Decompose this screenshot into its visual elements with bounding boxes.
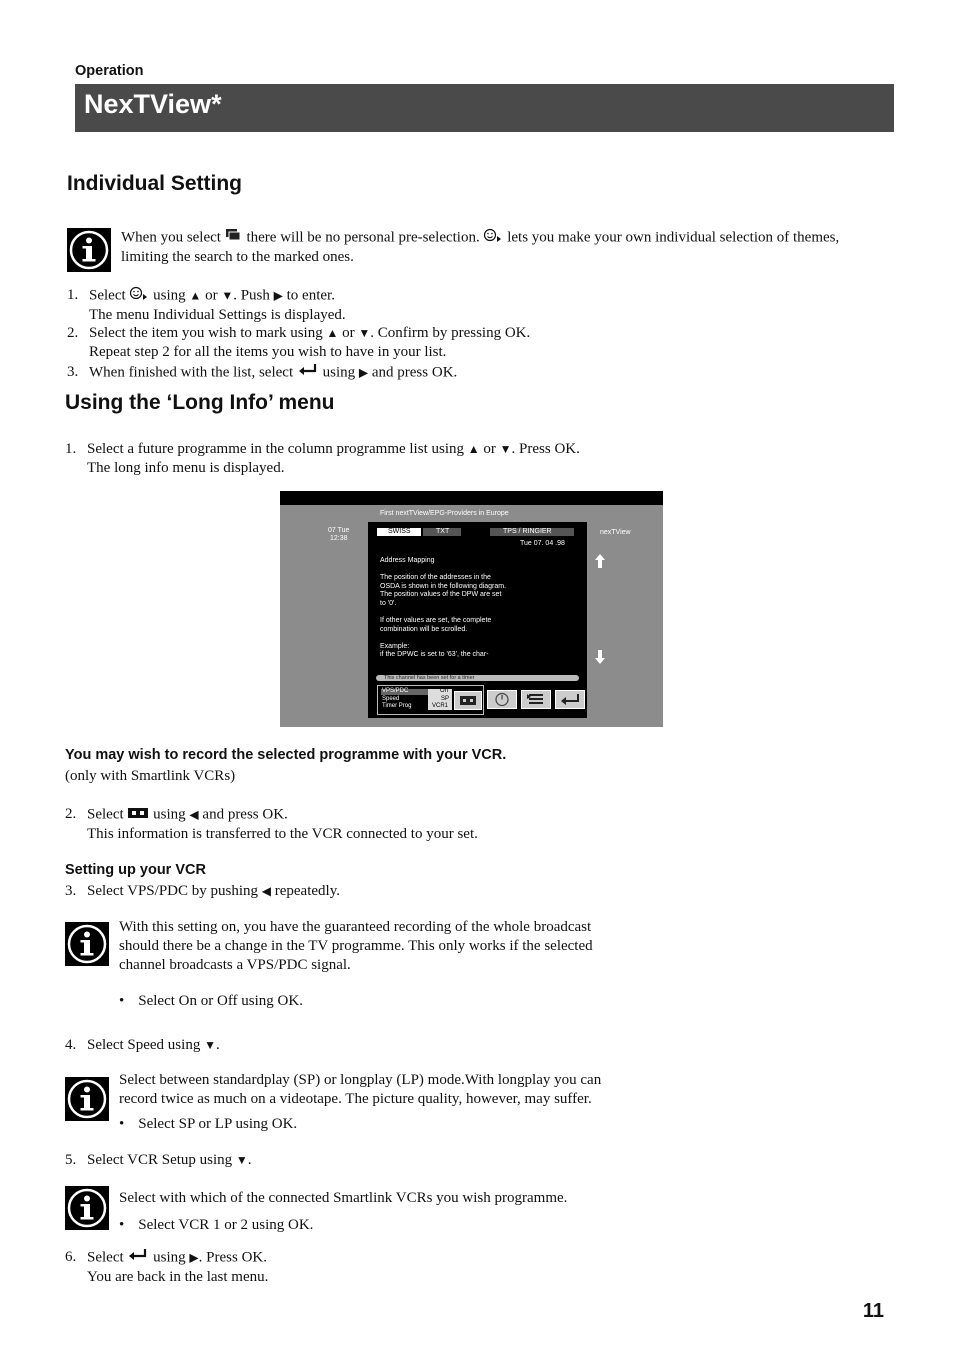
note-speed: Select between standardplay (SP) or longplay (LP) mode.With longplay you can record twice as much on a videotape. The picture quality, however, may suffer. <box>119 1072 602 1107</box>
step-4-speed: Select Speed using ▼. <box>87 1037 220 1053</box>
step-number: 2. <box>65 806 77 822</box>
bullet-sp-lp: • Select SP or LP using OK. <box>119 1116 298 1132</box>
bullet-vcr-1-2: • Select VCR 1 or 2 using OK. <box>119 1217 314 1233</box>
screen-date: 07 Tue <box>328 527 350 534</box>
screen-body <box>368 552 587 672</box>
note-vps-pdc: With this setting on, you have the guaranteed recording of the whole broadcast should there be a change in the TV programme. This only works if the selected channel broadcasts a VPS/PDC signal. <box>119 919 593 973</box>
right-arrow-icon: ▶ <box>273 288 283 303</box>
status-text: This channel has been set for a timer <box>384 675 475 681</box>
timer-value-speed[interactable]: SP <box>441 696 450 702</box>
up-arrow-icon: ▲ <box>326 326 339 340</box>
screen-footer <box>368 672 587 718</box>
timer-panel <box>377 685 484 715</box>
clock-icon <box>488 691 516 708</box>
right-arrow-icon: ▶ <box>189 1250 199 1265</box>
personal-selection-icon <box>129 286 149 306</box>
screen-time: 12:38 <box>330 535 348 542</box>
personal-selection-icon <box>483 228 503 248</box>
list-icon <box>522 691 550 708</box>
step-2-record: Select using ◀ and press OK. This information is transferred to the VCR connected to your set. <box>87 806 478 842</box>
list-button[interactable] <box>521 690 551 709</box>
step-2: Select the item you wish to mark using ▲ or ▼. Confirm by pressing OK. Repeat step 2 for all the items you wish to have in your list. <box>89 325 531 360</box>
return-icon <box>127 1248 149 1268</box>
step-1-longinfo: Select a future programme in the column programme list using ▲ or ▼. Press OK. The long info menu is displayed. <box>87 441 580 476</box>
timer-button[interactable] <box>487 690 517 709</box>
down-arrow-icon: ▼ <box>221 288 234 303</box>
step-1: Select using ▲ or ▼. Push ▶ to enter. The menu Individual Settings is displayed. <box>89 287 346 323</box>
timer-value-prog[interactable]: VCR1 <box>432 703 449 709</box>
note-vcr-select: Select with which of the connected Smartlink VCRs you wish programme. <box>119 1190 568 1206</box>
no-preselection-icon <box>225 228 243 248</box>
record-heading: You may wish to record the selected programme with your VCR. <box>65 747 507 763</box>
bullet-on-off: • Select On or Off using OK. <box>119 993 303 1009</box>
vcr-icon <box>127 805 149 825</box>
right-arrow-icon: ▶ <box>358 365 369 380</box>
screen-tab-bar <box>368 522 587 552</box>
tab-txt-label: TXT <box>436 528 450 535</box>
step-6-return: Select using ▶. Press OK. You are back in the last menu. <box>87 1249 269 1285</box>
return-icon <box>297 363 319 383</box>
screen-logo: nexTView <box>600 529 631 536</box>
up-arrow-icon: ▲ <box>189 288 202 303</box>
section-label: Operation <box>75 63 144 79</box>
timer-value-vps[interactable]: On <box>440 688 449 694</box>
return-button[interactable] <box>555 690 585 709</box>
title-banner <box>75 84 894 132</box>
timer-label-speed: Speed <box>382 696 400 702</box>
step-number: 2. <box>67 325 79 341</box>
timer-label-vps: VPS/PDC <box>382 688 409 694</box>
scroll-down-icon[interactable] <box>594 649 606 670</box>
screen-body-text: The position of the addresses in the OSDA is shown in the following diagram. The position values of the DPW are set to '0'. If other values are set, the complete combination will be scrolled. Example: if the DPWC is set to '63', the char- <box>380 574 507 659</box>
info-icon <box>65 922 109 966</box>
return-icon <box>556 691 584 708</box>
vcr-record-button[interactable] <box>454 691 482 710</box>
info-icon <box>65 1077 109 1121</box>
down-arrow-icon: ▼ <box>204 1038 216 1052</box>
step-number: 3. <box>67 364 79 380</box>
up-arrow-icon: ▲ <box>467 442 480 456</box>
step-number: 6. <box>65 1249 77 1265</box>
screen-top-bar <box>280 491 663 505</box>
screen-body-title: Address Mapping <box>380 557 435 564</box>
step-number: 4. <box>65 1037 77 1053</box>
step-number: 3. <box>65 883 77 899</box>
record-note: (only with Smartlink VCRs) <box>65 768 236 784</box>
tab-swiss-label: SWISS <box>388 528 411 535</box>
screen-provider-title: First nextTView/EPG-Providers in Europe <box>380 510 509 517</box>
down-arrow-icon: ▼ <box>358 326 371 340</box>
vcr-icon <box>455 692 481 709</box>
step-number: 1. <box>67 287 79 303</box>
heading-long-info: Using the ‘Long Info’ menu <box>65 391 335 414</box>
heading-individual-setting: Individual Setting <box>67 172 243 195</box>
step-5-vcr-setup: Select VCR Setup using ▼. <box>87 1152 252 1168</box>
info-icon <box>67 228 111 272</box>
note-individual: When you select there will be no personal pre-selection. lets you make your own individual selection of themes, limiting the search to the marked ones. <box>121 229 840 265</box>
scroll-up-icon[interactable] <box>594 553 606 574</box>
step-3-vcr: Select VPS/PDC by pushing ◀ repeatedly. <box>87 883 340 899</box>
vcr-heading: Setting up your VCR <box>65 862 206 878</box>
tab-tps-label: TPS / RINGIER <box>503 528 552 535</box>
down-arrow-icon: ▼ <box>235 1153 248 1167</box>
step-number: 5. <box>65 1152 77 1168</box>
step-3: When finished with the list, select using ▶ and press OK. <box>89 363 457 383</box>
long-info-screen <box>280 491 663 727</box>
page-number: 11 <box>862 1300 884 1322</box>
down-arrow-icon: ▼ <box>499 442 512 456</box>
info-icon <box>65 1186 109 1230</box>
screen-datetime: Tue 07. 04 .98 <box>520 540 565 547</box>
timer-label-prog: Timer Prog <box>382 703 412 709</box>
step-number: 1. <box>65 441 77 457</box>
left-arrow-icon: ◀ <box>189 807 199 822</box>
left-arrow-icon: ◀ <box>261 884 271 898</box>
page-title: NexTView* <box>84 89 222 119</box>
